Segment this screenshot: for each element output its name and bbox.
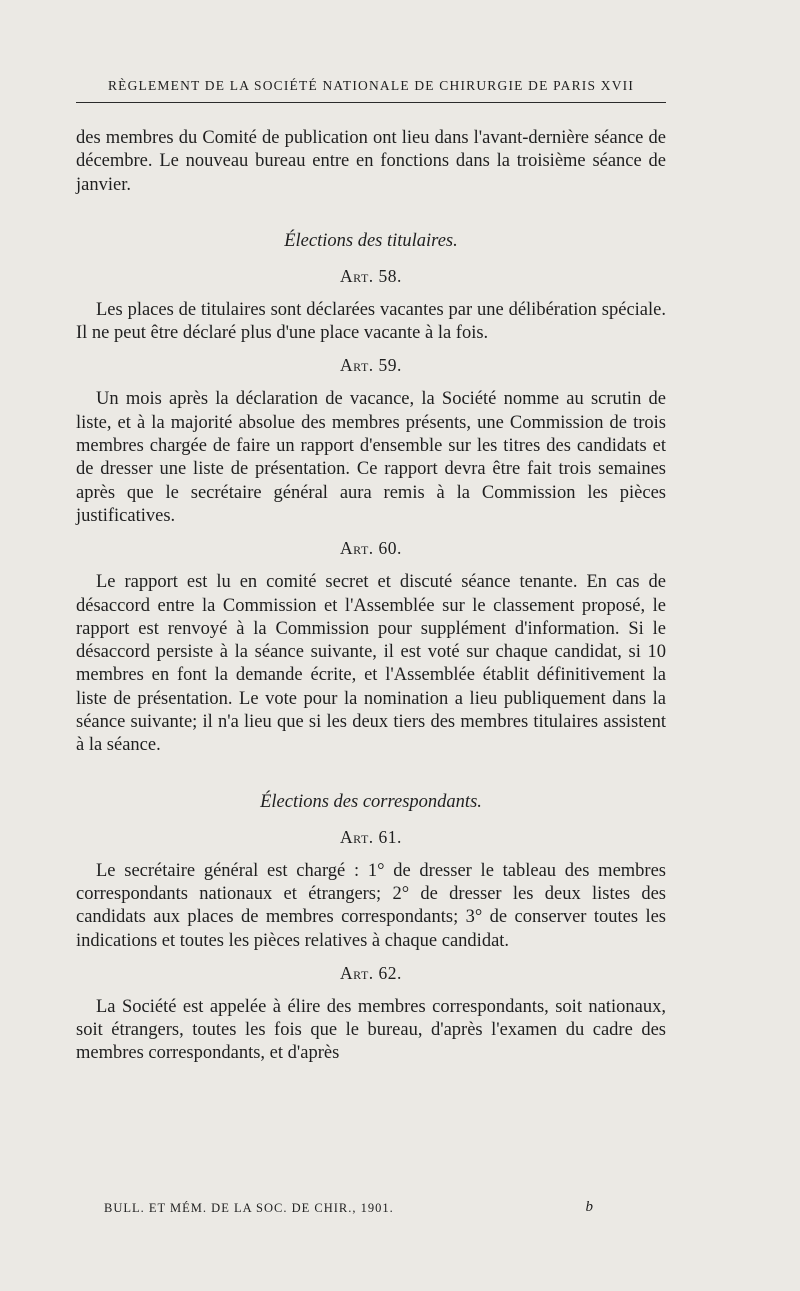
footer-citation: BULL. ET MÉM. DE LA SOC. DE CHIR., 1901. xyxy=(104,1201,394,1215)
article-label-58: Art. 58. xyxy=(340,265,402,286)
signature-mark: b xyxy=(585,1199,594,1215)
body-text xyxy=(76,127,666,1066)
article-label-61: Art. 61. xyxy=(340,826,402,847)
article-text-61: Le secrétaire général est chargé : 1° de dresser le tableau des membres correspondants nationaux et étrangers; 2° de dresser les deux listes des candidats aux places de membres correspondants; 3° de conserver toutes les indications et toutes les pièces relatives à chaque candidat. xyxy=(76,860,666,951)
article-text-59: Un mois après la déclaration de vacance, la Société nomme au scrutin de liste, et à la majorité absolue des membres présents, une Commission de trois membres chargée de faire un rapport d'ensemble sur les titres des candidats et de dresser une liste de présentation. Ce rapport devra être fait trois semaines après que le secrétaire général aura remis à la Commission les pièces justificatives. xyxy=(76,389,666,526)
intro-paragraph: des membres du Comité de publication ont lieu dans l'avant-dernière séance de décembre. Le nouveau bureau entre en fonctions dans la troisième séance de janvier. xyxy=(76,128,666,195)
section-heading-correspondants: Élections des correspondants. xyxy=(260,791,482,812)
article-label-59: Art. 59. xyxy=(340,355,402,376)
article-text-60: Le rapport est lu en comité secret et discuté séance tenante. En cas de désaccord entre la Commission et l'Assemblée sur le classement proposé, le rapport est renvoyé à la Commission pour supplément d'information. Si le désaccord persiste à la séance suivante, il est voté sur chaque candidat, si 10 membres en font la demande écrite, et l'Assemblée établit définitivement la liste de présentation. Le vote pour la nomination a lieu publiquement dans la séance suivante; il n'a lieu que si les deux tiers des membres titulaires assistent à la séance. xyxy=(76,572,666,756)
article-text-58: Les places de titulaires sont déclarées vacantes par une délibération spéciale. Il ne peut être déclaré plus d'une place vacante à la fois. xyxy=(76,299,666,344)
section-heading-titulaires: Élections des titulaires. xyxy=(284,230,458,251)
article-label-60: Art. 60. xyxy=(340,538,402,559)
article-label-62: Art. 62. xyxy=(340,962,402,983)
article-text-62: La Société est appelée à élire des membres correspondants, soit nationaux, soit étrangers, toutes les fois que le bureau, d'après l'examen du cadre des membres correspondants, et d'après xyxy=(76,996,666,1064)
page-footer xyxy=(104,1201,594,1216)
running-head: RÈGLEMENT DE LA SOCIÉTÉ NATIONALE DE CHIRURGIE DE PARIS XVII xyxy=(107,78,635,93)
header-rule xyxy=(76,102,666,103)
